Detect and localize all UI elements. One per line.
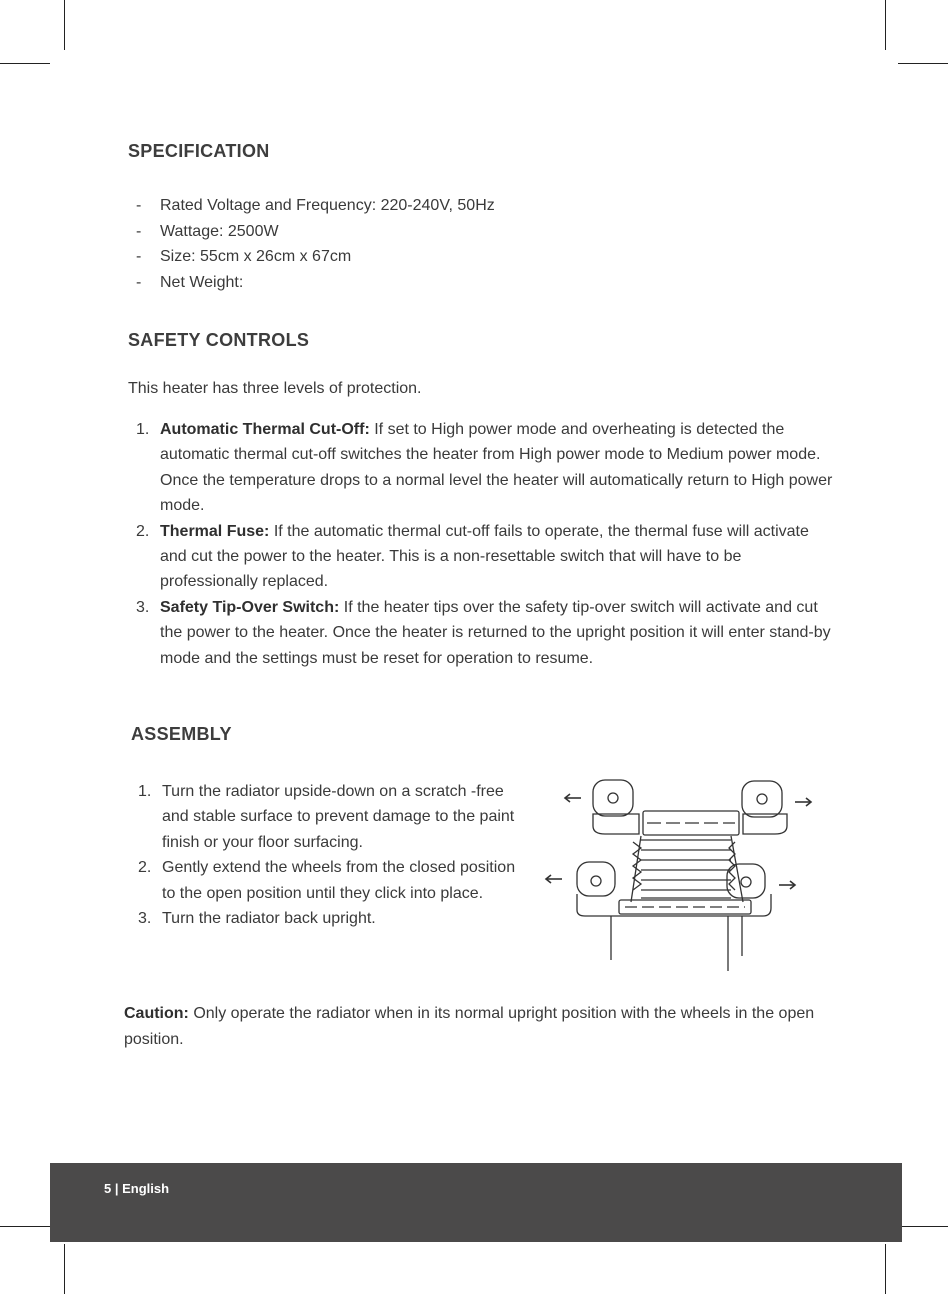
page-number-label: 5 | English [104, 1181, 170, 1196]
crop-mark [885, 1244, 886, 1294]
crop-mark [0, 63, 50, 64]
list-item: 1. Automatic Thermal Cut-Off: If set to High power mode and overheating is detected the automatic thermal cut-off switches the heater from High power mode to Medium power mode. Once the temperature drops to a normal level the heater will automatically return to High power mode. [136, 421, 833, 515]
specification-heading: SPECIFICATION [128, 141, 270, 161]
page-footer [50, 1163, 902, 1242]
diagram-fins [631, 836, 743, 902]
caution-label: Caution: [124, 1005, 189, 1022]
crop-mark [64, 0, 65, 50]
list-item: 3. Turn the radiator back upright. [138, 910, 376, 928]
wheel-icon [593, 780, 633, 816]
list-item: - Rated Voltage and Frequency: 220-240V, 50Hz [136, 197, 495, 214]
caution-note [124, 1001, 844, 1052]
arrow-left-icon [546, 875, 562, 883]
item-title: Automatic Thermal Cut-Off: [160, 421, 370, 438]
wheel-hub [741, 877, 751, 887]
wheel-icon [577, 862, 615, 896]
assembly-heading: ASSEMBLY [131, 724, 232, 744]
list-item: - Wattage: 2500W [136, 222, 279, 240]
crop-mark [64, 1244, 65, 1294]
arrow-right-icon [795, 798, 811, 806]
specification-list [136, 193, 495, 295]
list-item: 3. Safety Tip-Over Switch: If the heater tips over the safety tip-over switch will activate and cut the power to the heater. Once the heater is returned to the upright position it will enter stand-by mode and the settings must be reset for operation to resume. [136, 598, 831, 667]
wheel-hub [757, 794, 767, 804]
list-item: - Net Weight: [136, 273, 244, 291]
safety-controls-heading: SAFETY CONTROLS [128, 330, 310, 350]
list-item: 2. Gently extend the wheels from the closed position to the open position until they click into place. [138, 859, 516, 902]
crop-mark [885, 0, 886, 50]
wheel-hub [608, 793, 618, 803]
list-item: 1. Turn the radiator upside-down on a scratch -free and stable surface to prevent damage to the paint finish or your floor surfacing. [138, 783, 515, 851]
crop-mark [0, 1226, 50, 1227]
crop-mark [898, 1226, 948, 1227]
arrow-left-icon [565, 794, 581, 802]
diagram-bracket [593, 814, 639, 834]
safety-list [136, 417, 836, 671]
wheel-hub [591, 876, 601, 886]
safety-intro: This heater has three levels of protection. [128, 380, 422, 397]
list-item: - Size: 55cm x 26cm x 67cm [136, 248, 352, 265]
wheel-icon [742, 781, 782, 817]
item-title: Safety Tip-Over Switch: [160, 598, 340, 616]
arrow-right-icon [779, 881, 795, 889]
caution-text: Only operate the radiator when in its normal upright position with the wheels in the open position. [124, 1005, 815, 1048]
wheel-assembly-diagram [535, 768, 825, 973]
item-title: Thermal Fuse: [160, 522, 270, 540]
crop-mark [898, 63, 948, 64]
list-item: 2. Thermal Fuse: If the automatic thermal cut-off fails to operate, the thermal fuse will activate and cut the power to the heater. This is a non-resettable switch that will have to be professionally replaced. [136, 522, 809, 591]
assembly-list [138, 779, 518, 931]
